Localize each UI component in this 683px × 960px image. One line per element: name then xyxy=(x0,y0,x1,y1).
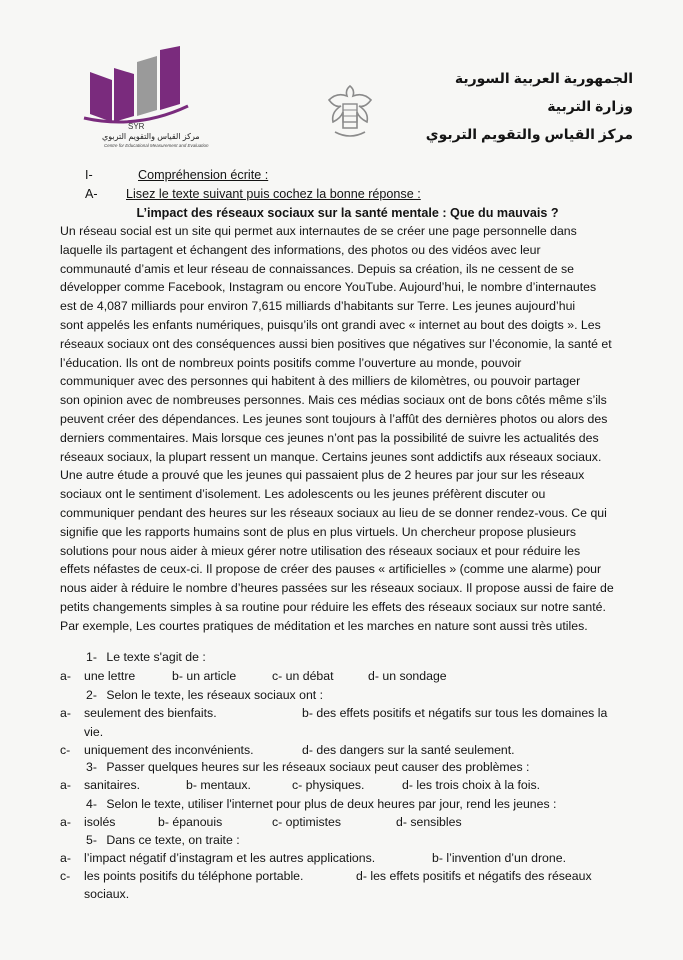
q1-option-d[interactable]: d- un sondage xyxy=(368,669,447,683)
center-logo xyxy=(70,40,210,150)
q4-option-d[interactable]: d- sensibles xyxy=(396,815,462,829)
question-number: 3- xyxy=(86,760,97,774)
section-number: I- xyxy=(85,168,93,182)
article-line: Une autre étude a prouvé que les jeunes qui passaient plus de 2 heures par jour sur les réseaux xyxy=(60,468,585,483)
question-4 xyxy=(86,797,556,811)
article-title: L’impact des réseaux sociaux sur la santé mentale : Que du mauvais ? xyxy=(136,206,559,220)
option-letter-c: c- xyxy=(60,743,71,757)
question-text: Le texte s'agit de : xyxy=(106,650,206,664)
option-letter-c: c- xyxy=(60,869,71,883)
q5-option-d-continued: sociaux. xyxy=(84,887,130,901)
q2-option-a[interactable]: seulement des bienfaits. xyxy=(84,706,217,720)
question-3 xyxy=(86,760,529,774)
article-line: sociaux ont le sentiment d’isolement. Les adolescents ou les jeunes préfèrent discuter ou xyxy=(60,487,546,502)
ministry-header xyxy=(426,64,633,148)
ministry-line-1: الجمهورية العربية السورية xyxy=(454,70,633,86)
article-line: l’éducation. Ils ont de nombreux points positifs comme l’ouverture au monde, pouvoir xyxy=(60,355,522,370)
q5-option-a[interactable]: l’impact négatif d’instagram et les autres applications. xyxy=(84,851,376,865)
q4-option-a[interactable]: isolés xyxy=(84,815,116,829)
article-line: effets néfastes de ceux-ci. Il propose de créer des pauses « artificielles » (comme une alarme) pour xyxy=(60,562,602,577)
q2-option-b-continued: vie. xyxy=(84,725,104,739)
logo-english-text: Centre for Educational Measurement and Evaluation xyxy=(104,143,209,148)
article-line: nous aider à réduire le nombre d’heures passées sur les réseaux sociaux. Il propose aussi de faire de xyxy=(60,581,614,596)
question-2 xyxy=(86,688,323,702)
books-logo-icon xyxy=(82,44,192,124)
q2-option-d[interactable]: d- des dangers sur la santé seulement. xyxy=(302,743,515,757)
question-text: Passer quelques heures sur les réseaux sociaux peut causer des problèmes : xyxy=(106,760,530,774)
ministry-line-3: مركز القياس والتقويم التربوي xyxy=(425,126,633,142)
article-line: communiquer avec des personnes qui habitent à des milliers de kilomètres, ou pouvoir partager xyxy=(60,374,581,389)
q2-option-c[interactable]: uniquement des inconvénients. xyxy=(84,743,254,757)
article-line: petits changements simples à sa routine pour réduire les effets des réseaux sociaux sur notre santé. xyxy=(60,599,606,614)
eagle-emblem-icon xyxy=(325,82,375,142)
article-line: derniers commentaires. Mais lorsque ces jeunes n’ont pas la possibilité de suivre les actualités des xyxy=(60,430,599,445)
article-text xyxy=(60,222,620,636)
logo-syr-text: SYR xyxy=(128,122,145,131)
article-line: sont appelés les enfants numériques, puisqu’ils ont grandi avec « internet au bout des doigts ». Les xyxy=(60,317,601,332)
article-line: son opinion avec de nombreuses personnes. Mais ces médias sociaux ont de bons côtés même s’ils xyxy=(60,393,607,408)
option-letter-a: a- xyxy=(60,851,71,865)
question-text: Selon le texte, les réseaux sociaux ont : xyxy=(106,688,324,702)
question-1 xyxy=(86,650,206,664)
article-line: est de 4,087 milliards pour environ 7,615 milliards d’habitants sur Terre. Les jeunes aujourd’hui xyxy=(60,299,576,314)
q5-option-c[interactable]: les points positifs du téléphone portable. xyxy=(84,869,304,883)
question-5 xyxy=(86,833,240,847)
q3-option-a[interactable]: sanitaires. xyxy=(84,778,141,792)
question-number: 2- xyxy=(86,688,97,702)
q3-option-c[interactable]: c- physiques. xyxy=(292,778,365,792)
logo-arabic-text: مركز القياس والتقويم التربوي xyxy=(102,132,200,141)
option-letter-a: a- xyxy=(60,706,71,720)
q1-option-c[interactable]: c- un débat xyxy=(272,669,334,683)
article-line: réseaux sociaux, la plupart ressent un manque. Certains jeunes sont addictifs aux réseaux sociaux. xyxy=(60,449,602,464)
q4-option-b[interactable]: b- épanouis xyxy=(158,815,223,829)
article-line: solutions pour nous aider à mieux gérer notre utilisation des réseaux sociaux et pour réduire les xyxy=(60,543,581,558)
article-line: développer comme Facebook, Instagram ou encore YouTube. Aujourd’hui, le nombre d’internautes xyxy=(60,280,597,295)
article-line: peuvent créer des dépendances. Les jeunes sont toujours à l’affût des dernières photos ou alors des xyxy=(60,411,608,426)
article-line: communiquer pendant des heures sur les réseaux sociaux au lieu de se donner rendez-vous. Ce qui xyxy=(60,505,607,520)
ministry-line-2: وزارة التربية xyxy=(547,98,633,114)
article-line: laquelle ils partagent et échangent des informations, des photos ou des vidéos avec leur xyxy=(60,242,541,257)
q3-option-d[interactable]: d- les trois choix à la fois. xyxy=(402,778,541,792)
q5-option-b[interactable]: b- l’invention d’un drone. xyxy=(432,851,566,865)
article-line: communauté d’amis et leur réseau de connaissances. Depuis sa création, ils ne cessent de se xyxy=(60,261,575,276)
option-letter-a: a- xyxy=(60,778,71,792)
subsection-title: Lisez le texte suivant puis cochez la bonne réponse : xyxy=(126,187,421,201)
question-number: 4- xyxy=(86,797,97,811)
question-number: 1- xyxy=(86,650,97,664)
subsection-number: A- xyxy=(85,187,98,201)
article-line: réseaux sociaux ont des conséquences aussi bien positives que négatives sur l’économie, la santé et xyxy=(60,336,612,351)
article-line: signifie que les rapports humains sont de plus en plus virtuels. Un chercheur propose plusieurs xyxy=(60,524,577,539)
q1-option-a[interactable]: une lettre xyxy=(84,669,136,683)
question-text: Dans ce texte, on traite : xyxy=(106,833,240,847)
q5-option-d[interactable]: d- les effets positifs et négatifs des réseaux xyxy=(356,869,592,883)
article-line: Un réseau social est un site qui permet aux internautes de se créer une page personnelle dans xyxy=(60,224,577,238)
article-line: Par exemple, Les courtes pratiques de méditation et les marches en nature sont aussi très utiles. xyxy=(60,618,588,633)
question-number: 5- xyxy=(86,833,97,847)
option-letter-a: a- xyxy=(60,669,71,683)
q3-option-b[interactable]: b- mentaux. xyxy=(186,778,251,792)
section-title: Compréhension écrite : xyxy=(138,168,269,182)
q2-option-b[interactable]: b- des effets positifs et négatifs sur tous les domaines la xyxy=(302,706,608,720)
q1-option-b[interactable]: b- un article xyxy=(172,669,237,683)
option-letter-a: a- xyxy=(60,815,71,829)
q4-option-c[interactable]: c- optimistes xyxy=(272,815,342,829)
question-text: Selon le texte, utiliser l'internet pour plus de deux heures par jour, rend les jeunes : xyxy=(106,797,557,811)
